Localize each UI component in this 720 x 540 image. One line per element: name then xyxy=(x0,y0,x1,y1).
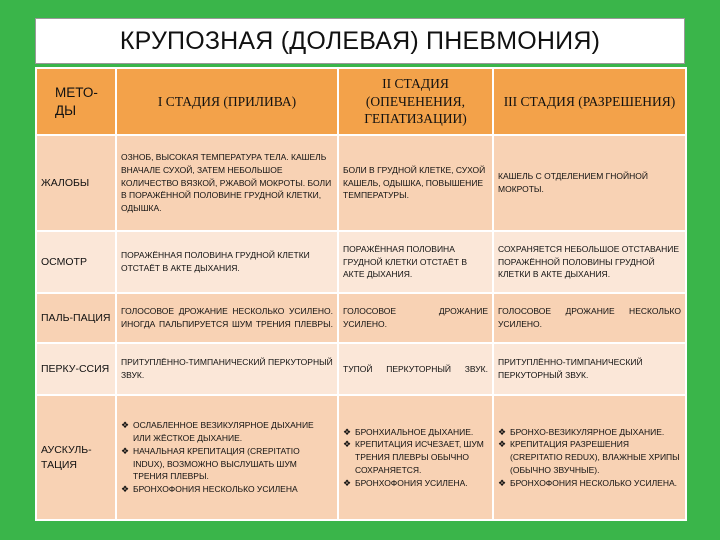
page-title: КРУПОЗНАЯ (ДОЛЕВАЯ) ПНЕВМОНИЯ) xyxy=(35,18,685,64)
cell-palpation-stage-3: ГОЛОСОВОЕ ДРОЖАНИЕ НЕСКОЛЬКО УСИЛЕНО. xyxy=(493,293,686,343)
list-item-text: БРОНХОФОНИЯ НЕСКОЛЬКО УСИЛЕНА xyxy=(133,484,298,494)
list-item-text: БРОНХО-ВЕЗИКУЛЯРНОЕ ДЫХАНИЕ. xyxy=(510,426,665,437)
diamond-bullet-icon: ❖ xyxy=(498,426,507,437)
cell-percussion-stage-3: ПРИТУПЛЁННО-ТИМПАНИЧЕСКИЙ ПЕРКУТОРНЫЙ ЗВУК. xyxy=(493,343,686,395)
diamond-bullet-icon: ❖ xyxy=(121,445,130,456)
row-label-inspection: ОСМОТР xyxy=(36,231,116,293)
cell-palpation-stage-2: ГОЛОСОВОЕ ДРОЖАНИЕ УСИЛЕНО. xyxy=(338,293,493,343)
row-label-auscultation: АУСКУЛЬ-ТАЦИЯ xyxy=(36,395,116,520)
list-item-text: КРЕПИТАЦИЯ РАЗРЕШЕНИЯ (CREPITATIO REDUX), ВЛАЖНЫЕ ХРИПЫ (ОБЫЧНО ЗВУЧНЫЕ). xyxy=(510,439,680,475)
cell-auscultation-stage-3 xyxy=(493,395,686,520)
row-label-percussion: ПЕРКУ-ССИЯ xyxy=(36,343,116,395)
list-item xyxy=(498,426,681,439)
list-item-text: БРОНХОФОНИЯ УСИЛЕНА. xyxy=(355,477,468,488)
cell-percussion-stage-1: ПРИТУПЛЁННО-ТИМПАНИЧЕСКИЙ ПЕРКУТОРНЫЙ ЗВУК. xyxy=(116,343,338,395)
diamond-bullet-icon: ❖ xyxy=(121,484,130,494)
cell-inspection-stage-2: ПОРАЖЁННАЯ ПОЛОВИНА ГРУДНОЙ КЛЕТКИ ОТСТАЁТ В АКТЕ ДЫХАНИЯ. xyxy=(338,231,493,293)
diamond-bullet-icon: ❖ xyxy=(121,420,130,431)
table-row xyxy=(36,343,686,395)
header-row xyxy=(36,68,686,135)
cell-inspection-stage-3: СОХРАНЯЕТСЯ НЕБОЛЬШОЕ ОТСТАВАНИЕ ПОРАЖЁННОЙ ПОЛОВИНЫ ГРУДНОЙ КЛЕТКИ В АКТЕ ДЫХАНИЯ. xyxy=(493,231,686,293)
header-methods: МЕТО-ДЫ xyxy=(36,68,116,135)
table-row xyxy=(36,395,686,520)
diamond-bullet-icon: ❖ xyxy=(498,477,507,488)
header-stage-1: I СТАДИЯ (ПРИЛИВА) xyxy=(116,68,338,135)
cell-complaints-stage-3: КАШЕЛЬ С ОТДЕЛЕНИЕМ ГНОЙНОЙ МОКРОТЫ. xyxy=(493,135,686,231)
row-label-complaints: ЖАЛОБЫ xyxy=(36,135,116,231)
cell-inspection-stage-1: ПОРАЖЁННАЯ ПОЛОВИНА ГРУДНОЙ КЛЕТКИ ОТСТАЁТ В АКТЕ ДЫХАНИЯ. xyxy=(116,231,338,293)
diamond-bullet-icon: ❖ xyxy=(498,439,507,450)
diamond-bullet-icon: ❖ xyxy=(343,426,352,437)
list-item-text: КРЕПИТАЦИЯ ИСЧЕЗАЕТ, ШУМ ТРЕНИЯ ПЛЕВРЫ ОБЫЧНО СОХРАНЯЕТСЯ. xyxy=(355,439,484,475)
table-row xyxy=(36,293,686,343)
list-item-text: БРОНХОФОНИЯ НЕСКОЛЬКО УСИЛЕНА. xyxy=(510,477,677,488)
cell-percussion-stage-2: ТУПОЙ ПЕРКУТОРНЫЙ ЗВУК. xyxy=(338,343,493,395)
list-item-text: БРОНХИАЛЬНОЕ ДЫХАНИЕ. xyxy=(355,426,474,437)
list-item xyxy=(343,477,488,490)
cell-complaints-stage-2: БОЛИ В ГРУДНОЙ КЛЕТКЕ, СУХОЙ КАШЕЛЬ, ОДЫШКА, ПОВЫШЕНИЕ ТЕМПЕРАТУРЫ. xyxy=(338,135,493,231)
diamond-bullet-icon: ❖ xyxy=(343,477,352,488)
list-item-text: ОСЛАБЛЕННОЕ ВЕЗИКУЛЯРНОЕ ДЫХАНИЕ ИЛИ ЖЁСТКОЕ ДЫХАНИЕ. xyxy=(133,420,314,443)
cell-auscultation-stage-2 xyxy=(338,395,493,520)
list-item xyxy=(343,438,488,476)
pneumonia-stages-table xyxy=(35,67,687,521)
diamond-bullet-icon: ❖ xyxy=(343,439,352,450)
cell-palpation-stage-1: ГОЛОСОВОЕ ДРОЖАНИЕ НЕСКОЛЬКО УСИЛЕНО. ИНОГДА ПАЛЬПИРУЕТСЯ ШУМ ТРЕНИЯ ПЛЕВРЫ. xyxy=(116,293,338,343)
list-item-text: НАЧАЛЬНАЯ КРЕПИТАЦИЯ (CREPITATIO INDUX), ВОЗМОЖНО ВЫСЛУШАТЬ ШУМ ТРЕНИЯ ПЛЕВРЫ. xyxy=(133,445,300,482)
list-item xyxy=(121,445,333,483)
cell-auscultation-stage-1 xyxy=(116,395,338,520)
table-row xyxy=(36,135,686,231)
cell-complaints-stage-1: ОЗНОБ, ВЫСОКАЯ ТЕМПЕРАТУРА ТЕЛА. КАШЕЛЬ ВНАЧАЛЕ СУХОЙ, ЗАТЕМ НЕБОЛЬШОЕ КОЛИЧЕСТВО ВЯЗКОЙ, РЖАВОЙ МОКРОТЫ. БОЛИ В ПОРАЖЁННОЙ ПОЛОВИНЕ ГРУДНОЙ КЛЕТКИ, ОДЫШКА. xyxy=(116,135,338,231)
table-row xyxy=(36,231,686,293)
header-stage-3: III СТАДИЯ (РАЗРЕШЕНИЯ) xyxy=(493,68,686,135)
list-item xyxy=(343,426,488,439)
header-stage-2: II СТАДИЯ (ОПЕЧЕНЕНИЯ, ГЕПАТИЗАЦИИ) xyxy=(338,68,493,135)
list-item xyxy=(498,438,681,476)
row-label-palpation: ПАЛЬ-ПАЦИЯ xyxy=(36,293,116,343)
list-item xyxy=(121,483,333,496)
list-item xyxy=(121,419,333,445)
list-item xyxy=(498,477,681,490)
